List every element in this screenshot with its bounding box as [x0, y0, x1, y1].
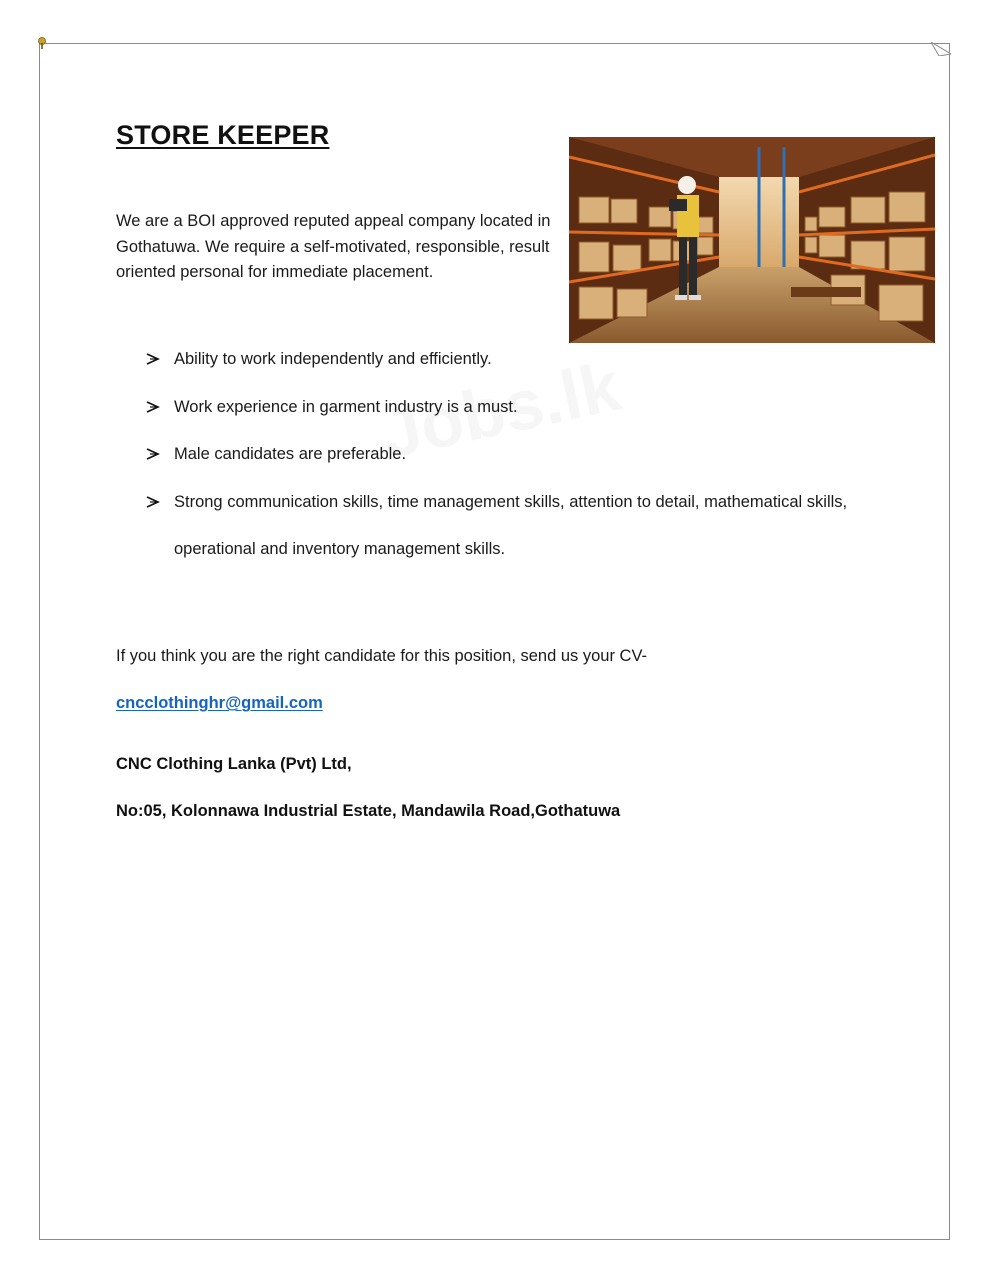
- job-intro: We are a BOI approved reputed appeal company located in Gothatuwa. We require a self-motivated, responsible, result oriented personal for immediate placement.: [116, 212, 551, 281]
- arrow-bullet-icon: [145, 353, 160, 365]
- arrow-bullet-icon: [145, 496, 160, 508]
- list-item: [144, 479, 874, 574]
- warehouse-photo: [569, 137, 935, 343]
- job-title: STORE KEEPER: [116, 120, 330, 150]
- arrow-bullet-icon: [145, 401, 160, 413]
- page-corner-fold-icon: [931, 42, 951, 56]
- warehouse-illustration: [569, 137, 935, 343]
- requirements-list: [144, 336, 874, 574]
- list-item: [144, 336, 874, 384]
- company-address: No:05, Kolonnawa Industrial Estate, Mandawila Road,Gothatuwa: [116, 802, 621, 820]
- company-name: CNC Clothing Lanka (Pvt) Ltd,: [116, 755, 352, 773]
- email-link[interactable]: cncclothinghr@gmail.com: [116, 694, 323, 712]
- requirement-text: Strong communication skills, time management skills, attention to detail, mathematical skills, operational and inventory management skills.: [174, 492, 848, 558]
- requirement-text: Work experience in garment industry is a must.: [174, 397, 518, 416]
- list-item: [144, 384, 874, 432]
- requirement-text: Male candidates are preferable.: [174, 445, 407, 463]
- pin-icon: [37, 37, 47, 49]
- requirement-text: Ability to work independently and efficiently.: [174, 350, 492, 368]
- apply-instructions: If you think you are the right candidate for this position, send us your CV-: [116, 647, 648, 665]
- list-item: [144, 431, 874, 479]
- arrow-bullet-icon: [145, 448, 160, 460]
